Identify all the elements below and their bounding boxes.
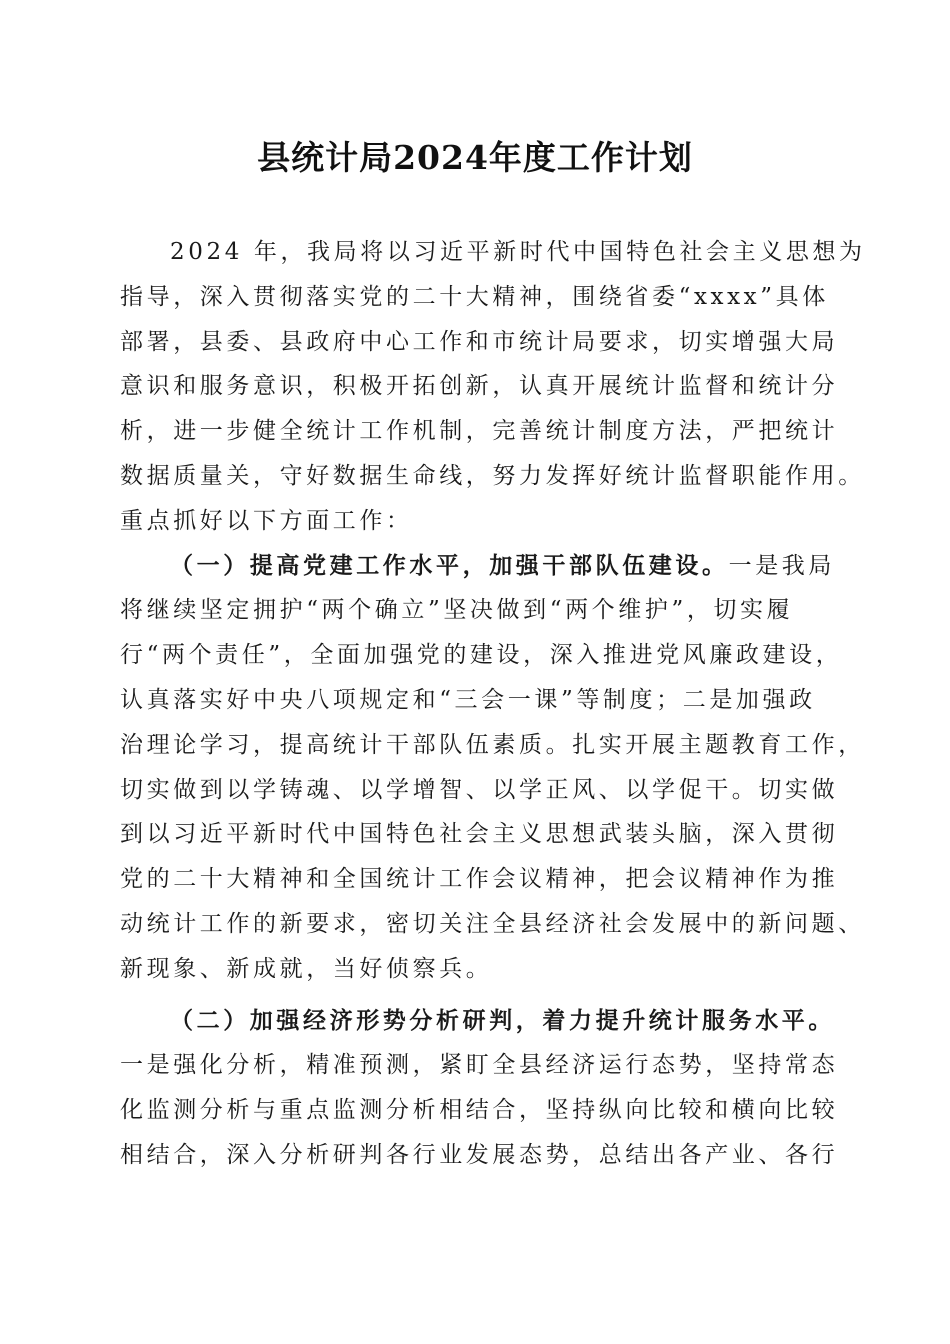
section-1-heading: （一）提高党建工作水平，加强干部队伍建设。	[170, 551, 729, 579]
section-2-heading: （二）加强经济形势分析研判，着力提升统计服务水平。	[170, 1006, 835, 1034]
section-1-line: 治理论学习，提高统计干部队伍素质。扎实开展主题教育工作，	[120, 731, 865, 758]
intro-line: 数据质量关，守好数据生命线，努力发挥好统计监督职能作用。	[120, 462, 865, 489]
section-1-first-line-rest: 一是我局	[728, 552, 836, 579]
section-1-line: 动统计工作的新要求，密切关注全县经济社会发展中的新问题、	[120, 910, 865, 937]
section-1-paragraph	[120, 544, 865, 992]
section-1-line: 切实做到以学铸魂、以学增智、以学正风、以学促干。切实做	[120, 776, 839, 803]
document-body	[120, 230, 866, 1178]
intro-line: 析，进一步健全统计工作机制，完善统计制度方法，严把统计	[120, 418, 839, 445]
section-2-line: 一是强化分析，精准预测，紧盯全县经济运行态势，坚持常态	[120, 1052, 839, 1079]
section-1-line: 行“两个责任”，全面加强党的建设，深入推进党风廉政建设，	[120, 642, 843, 669]
section-2-paragraph	[120, 999, 839, 1178]
section-1-line: 新现象、新成就，当好侦察兵。	[120, 955, 493, 982]
intro-line: 指导，深入贯彻落实党的二十大精神，围绕省委“xxxx”具体	[120, 283, 829, 310]
section-1-line: 到以习近平新时代中国特色社会主义思想武装头脑，深入贯彻	[120, 821, 839, 848]
intro-line: 2024 年，我局将以习近平新时代中国特色社会主义思想为	[170, 239, 866, 265]
section-2-line: 相结合，深入分析研判各行业发展态势，总结出各产业、各行	[120, 1141, 839, 1168]
document-title: 县统计局2024年度工作计划	[257, 138, 693, 177]
intro-paragraph	[120, 230, 866, 544]
intro-line: 意识和服务意识，积极开拓创新，认真开展统计监督和统计分	[120, 373, 839, 400]
section-1-line: 党的二十大精神和全国统计工作会议精神，把会议精神作为推	[120, 866, 839, 893]
paragraph-gap	[120, 992, 832, 999]
section-2-line: 化监测分析与重点监测分析相结合，坚持纵向比较和横向比较	[120, 1097, 839, 1124]
section-1-line: 将继续坚定拥护“两个确立”坚决做到“两个维护”，切实履	[120, 597, 794, 624]
intro-line: 重点抓好以下方面工作：	[120, 507, 413, 534]
section-1-first-line	[120, 544, 836, 589]
section-1-line: 认真落实好中央八项规定和“三会一课”等制度；二是加强政	[120, 686, 816, 713]
intro-line: 部署，县委、县政府中心工作和市统计局要求，切实增强大局	[120, 328, 839, 355]
